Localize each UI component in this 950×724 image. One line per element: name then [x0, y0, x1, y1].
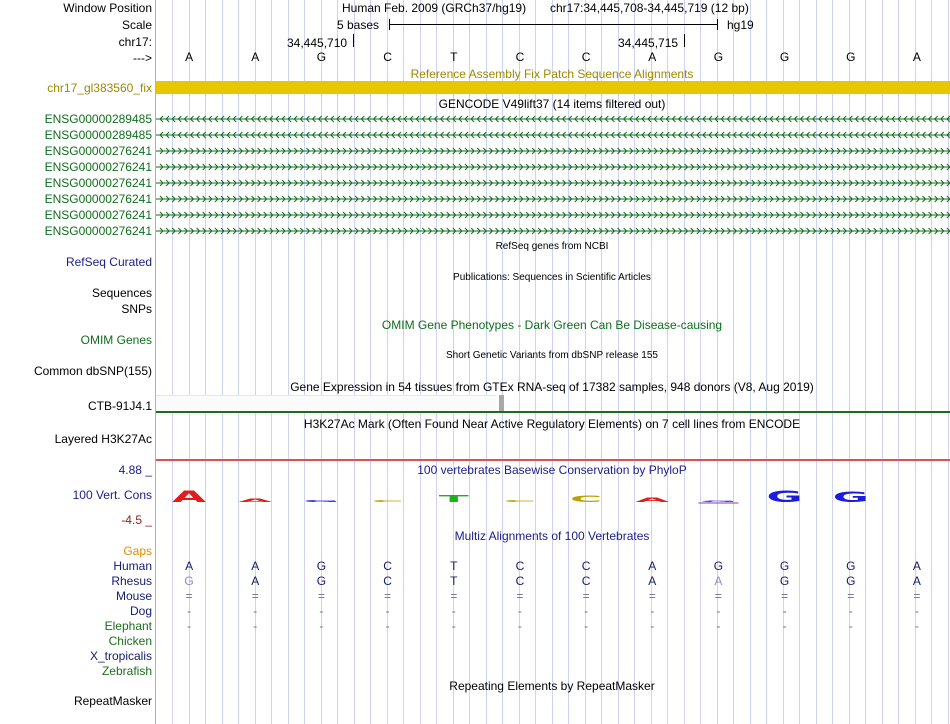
alignment-base: =	[251, 589, 259, 603]
alignment-base: -	[253, 619, 258, 633]
gencode-gene-strand[interactable]	[156, 113, 950, 127]
phylop-logo-letter: T	[438, 492, 469, 505]
phylop-logo-letter: C	[503, 499, 537, 503]
phylop-logo-letter: C	[569, 494, 603, 505]
refseq-track-title: RefSeq genes from NCBI	[495, 241, 609, 252]
sequence-base: A	[185, 50, 194, 64]
alignment-base: G	[846, 559, 856, 573]
alignment-base: C	[515, 574, 525, 588]
alignment-base: -	[385, 619, 390, 633]
scale-bar	[389, 24, 718, 25]
alignment-base: G	[779, 574, 790, 588]
alignment-base: =	[648, 589, 656, 603]
sequence-base: G	[316, 50, 327, 64]
alignment-base: -	[451, 604, 456, 618]
gtex-track-title: Gene Expression in 54 tissues from GTEx RNA-seq of 17382 samples, 948 donors (V8, Aug 2019)	[290, 380, 814, 394]
sequence-base: G	[846, 50, 856, 64]
alignment-base: -	[319, 619, 324, 633]
base-guideline	[238, 0, 239, 724]
alignment-base: G	[316, 574, 327, 588]
sequence-base: A	[912, 50, 921, 64]
sequences-track-label[interactable]: Sequences	[91, 286, 152, 300]
multiz-track-title: Multiz Alignments of 100 Vertebrates	[454, 529, 650, 543]
h3k27ac-track-title: H3K27Ac Mark (Often Found Near Active Regulatory Elements) on 7 cell lines from ENCODE	[303, 417, 801, 431]
sequence-base: G	[779, 50, 790, 64]
alignment-base: -	[584, 604, 589, 618]
alignment-base: -	[253, 604, 258, 618]
alignment-base: G	[316, 559, 327, 573]
gencode-gene-label[interactable]: ENSG00000289485	[44, 112, 152, 126]
species-label-mouse[interactable]: Mouse	[115, 589, 152, 603]
alignment-base: -	[914, 619, 919, 633]
gencode-gene-label[interactable]: ENSG00000276241	[44, 160, 152, 174]
alignment-base: -	[782, 619, 787, 633]
dbsnp-track-label[interactable]: Common dbSNP(155)	[33, 364, 152, 378]
gencode-gene-strand[interactable]	[156, 209, 950, 223]
alignment-base: -	[517, 619, 522, 633]
base-guideline	[172, 0, 173, 724]
chrom-label: chr17:	[118, 35, 152, 49]
gtex-gene-label[interactable]: CTB-91J4.1	[87, 399, 152, 413]
alignment-base: -	[716, 604, 721, 618]
snps-track-label[interactable]: SNPs	[121, 302, 152, 316]
alignment-base: -	[517, 604, 522, 618]
alignment-base: G	[713, 559, 724, 573]
base-guideline	[436, 0, 437, 724]
phylop-logo-letter: G	[700, 500, 737, 503]
species-label-x_tropicalis[interactable]: X_tropicalis	[89, 649, 152, 663]
coordinate-1-tick	[353, 34, 354, 47]
phylop-logo-letter: C	[371, 499, 404, 503]
phylop-logo-letter: A	[172, 487, 207, 506]
alignment-base: A	[648, 574, 657, 588]
db-label: hg19	[727, 18, 754, 32]
alignment-base: A	[251, 574, 260, 588]
position-readout: chr17:34,445,708-34,445,719 (12 bp)	[550, 1, 749, 15]
alignment-base: =	[450, 589, 458, 603]
omim-track-label[interactable]: OMIM Genes	[80, 333, 152, 347]
alignment-base: A	[185, 559, 194, 573]
phylop-logo-letter: G	[766, 487, 803, 506]
alignment-base: =	[516, 589, 524, 603]
gencode-gene-strand[interactable]	[156, 129, 950, 143]
gencode-gene-label[interactable]: ENSG00000276241	[44, 192, 152, 206]
alignment-base: -	[650, 604, 655, 618]
scale-label: Scale	[121, 18, 152, 32]
gencode-gene-label[interactable]: ENSG00000289485	[44, 128, 152, 142]
phylop-track-label[interactable]: 100 Vert. Cons	[72, 488, 152, 502]
alignment-base: -	[187, 619, 192, 633]
coordinate-1: 34,445,710	[287, 36, 348, 50]
alignment-base: -	[650, 619, 655, 633]
alignment-base: -	[716, 619, 721, 633]
alignment-base: C	[383, 559, 392, 573]
alignment-base: G	[846, 574, 856, 588]
base-guideline	[799, 0, 800, 724]
alignment-base: A	[714, 574, 723, 588]
alignment-base: =	[317, 589, 325, 603]
phylop-conservation-logo[interactable]	[156, 484, 950, 510]
base-guideline	[403, 0, 404, 724]
tracks-panel[interactable]	[156, 0, 950, 724]
sequence-base: G	[713, 50, 724, 64]
alignment-base: -	[584, 619, 589, 633]
alignment-base: G	[779, 559, 790, 573]
alignment-base: C	[515, 559, 525, 573]
base-guideline	[733, 0, 734, 724]
alignment-base: =	[582, 589, 590, 603]
species-label-elephant[interactable]: Elephant	[104, 619, 152, 633]
gencode-gene-label[interactable]: ENSG00000276241	[44, 224, 152, 238]
scale-bar-right-tick	[717, 19, 718, 30]
window-position-label: Window Position	[63, 1, 152, 15]
fix-patch-track-label[interactable]: chr17_gl383560_fix	[47, 81, 152, 95]
alignment-base: -	[848, 604, 853, 618]
alignment-base: A	[648, 559, 657, 573]
alignment-base: C	[383, 574, 392, 588]
alignment-base: G	[184, 574, 194, 588]
track-labels-column	[0, 0, 155, 724]
gencode-gene-strand[interactable]	[156, 193, 950, 207]
gtex-baseline	[156, 411, 950, 413]
alignment-base: -	[848, 619, 853, 633]
base-guideline	[304, 0, 305, 724]
base-guideline	[931, 0, 932, 724]
dbsnp-track-title: Short Genetic Variants from dbSNP release 155	[446, 350, 658, 361]
phylop-logo-letter: A	[238, 498, 273, 504]
phylop-track-title: 100 vertebrates Basewise Conservation by PhyloP	[417, 463, 687, 477]
alignment-base: -	[914, 604, 919, 618]
alignment-base: -	[319, 604, 324, 618]
h3k27ac-track-label[interactable]: Layered H3K27Ac	[54, 432, 152, 446]
base-guideline	[370, 0, 371, 724]
alignment-base: T	[450, 559, 458, 573]
species-label-zebrafish[interactable]: Zebrafish	[101, 664, 152, 678]
alignment-base: =	[781, 589, 789, 603]
base-guideline	[766, 0, 767, 724]
base-guideline	[898, 0, 899, 724]
phylop-logo-letter: G	[832, 488, 869, 506]
sequence-base: A	[251, 50, 260, 64]
gencode-gene-strand[interactable]	[156, 225, 950, 239]
species-label-chicken[interactable]: Chicken	[108, 634, 152, 648]
base-guideline	[948, 0, 949, 724]
base-guideline	[816, 0, 817, 724]
alignment-base: =	[384, 589, 392, 603]
sequence-base: A	[648, 50, 657, 64]
refseq-track-label[interactable]: RefSeq Curated	[65, 255, 152, 269]
alignment-base: -	[782, 604, 787, 618]
alignment-base: =	[714, 589, 722, 603]
base-guideline	[832, 0, 833, 724]
publications-track-title: Publications: Sequences in Scientific Articles	[453, 272, 651, 283]
coordinate-2-tick	[684, 34, 685, 47]
sequence-base: C	[581, 50, 591, 64]
base-guideline	[865, 0, 866, 724]
alignment-base: =	[913, 589, 921, 603]
alignment-base: -	[451, 619, 456, 633]
phylop-min-label: -4.5 _	[121, 513, 152, 527]
species-label-dog[interactable]: Dog	[129, 604, 152, 618]
phylop-logo-letter: A	[635, 496, 670, 504]
h3k27ac-signal-line	[156, 459, 950, 461]
scale-text: 5 bases	[337, 18, 380, 32]
gencode-gene-label[interactable]: ENSG00000276241	[44, 176, 152, 190]
base-guideline	[420, 0, 421, 724]
fix-patch-track-title: Reference Assembly Fix Patch Sequence Alignments	[410, 67, 694, 81]
gencode-gene-strand[interactable]	[156, 145, 950, 159]
omim-track-title: OMIM Gene Phenotypes - Dark Green Can Be Disease-causing	[381, 318, 723, 332]
repeatmasker-track-title: Repeating Elements by RepeatMasker	[449, 679, 655, 693]
scale-bar-left-tick	[389, 19, 390, 30]
base-guideline	[882, 0, 883, 724]
assembly-title: Human Feb. 2009 (GRCh37/hg19)	[342, 1, 527, 15]
phylop-logo-letter: G	[303, 499, 340, 503]
gencode-gene-strand[interactable]	[156, 161, 950, 175]
alignment-base: A	[912, 574, 921, 588]
base-guideline	[667, 0, 668, 724]
base-guideline	[288, 0, 289, 724]
sequence-base: C	[383, 50, 392, 64]
base-guideline	[684, 0, 685, 724]
alignment-base: C	[581, 574, 591, 588]
species-label-human[interactable]: Human	[113, 559, 152, 573]
alignment-base: C	[581, 559, 591, 573]
base-guideline	[205, 0, 206, 724]
alignment-base: A	[912, 559, 921, 573]
gtex-expression-marker[interactable]	[499, 395, 504, 411]
sequence-base: T	[450, 50, 458, 64]
sequence-base: C	[515, 50, 525, 64]
alignment-base: A	[251, 559, 260, 573]
alignment-base: =	[847, 589, 855, 603]
phylop-max-label: 4.88 _	[118, 463, 152, 477]
gencode-gene-label[interactable]: ENSG00000276241	[44, 208, 152, 222]
base-guideline	[750, 0, 751, 724]
repeatmasker-track-label[interactable]: RepeatMasker	[73, 694, 152, 708]
alignment-base: T	[450, 574, 458, 588]
alignment-base: -	[385, 604, 390, 618]
species-label-rhesus[interactable]: Rhesus	[111, 574, 152, 588]
gencode-track-title: GENCODE V49lift37 (14 items filtered out)	[438, 97, 666, 111]
base-guideline	[271, 0, 272, 724]
strand-arrow-label: --->	[133, 51, 152, 65]
base-guideline	[222, 0, 223, 724]
base-guideline	[354, 0, 355, 724]
gaps-label: Gaps	[123, 544, 152, 558]
alignment-base: -	[187, 604, 192, 618]
alignment-base: =	[185, 589, 193, 603]
gencode-gene-strand[interactable]	[156, 177, 950, 191]
base-guideline	[337, 0, 338, 724]
base-guideline	[700, 0, 701, 724]
fix-patch-alignment-bar[interactable]	[156, 81, 950, 94]
coordinate-2: 34,445,715	[618, 36, 679, 50]
gencode-gene-label[interactable]: ENSG00000276241	[44, 144, 152, 158]
gtex-expression-bar[interactable]	[156, 395, 496, 412]
